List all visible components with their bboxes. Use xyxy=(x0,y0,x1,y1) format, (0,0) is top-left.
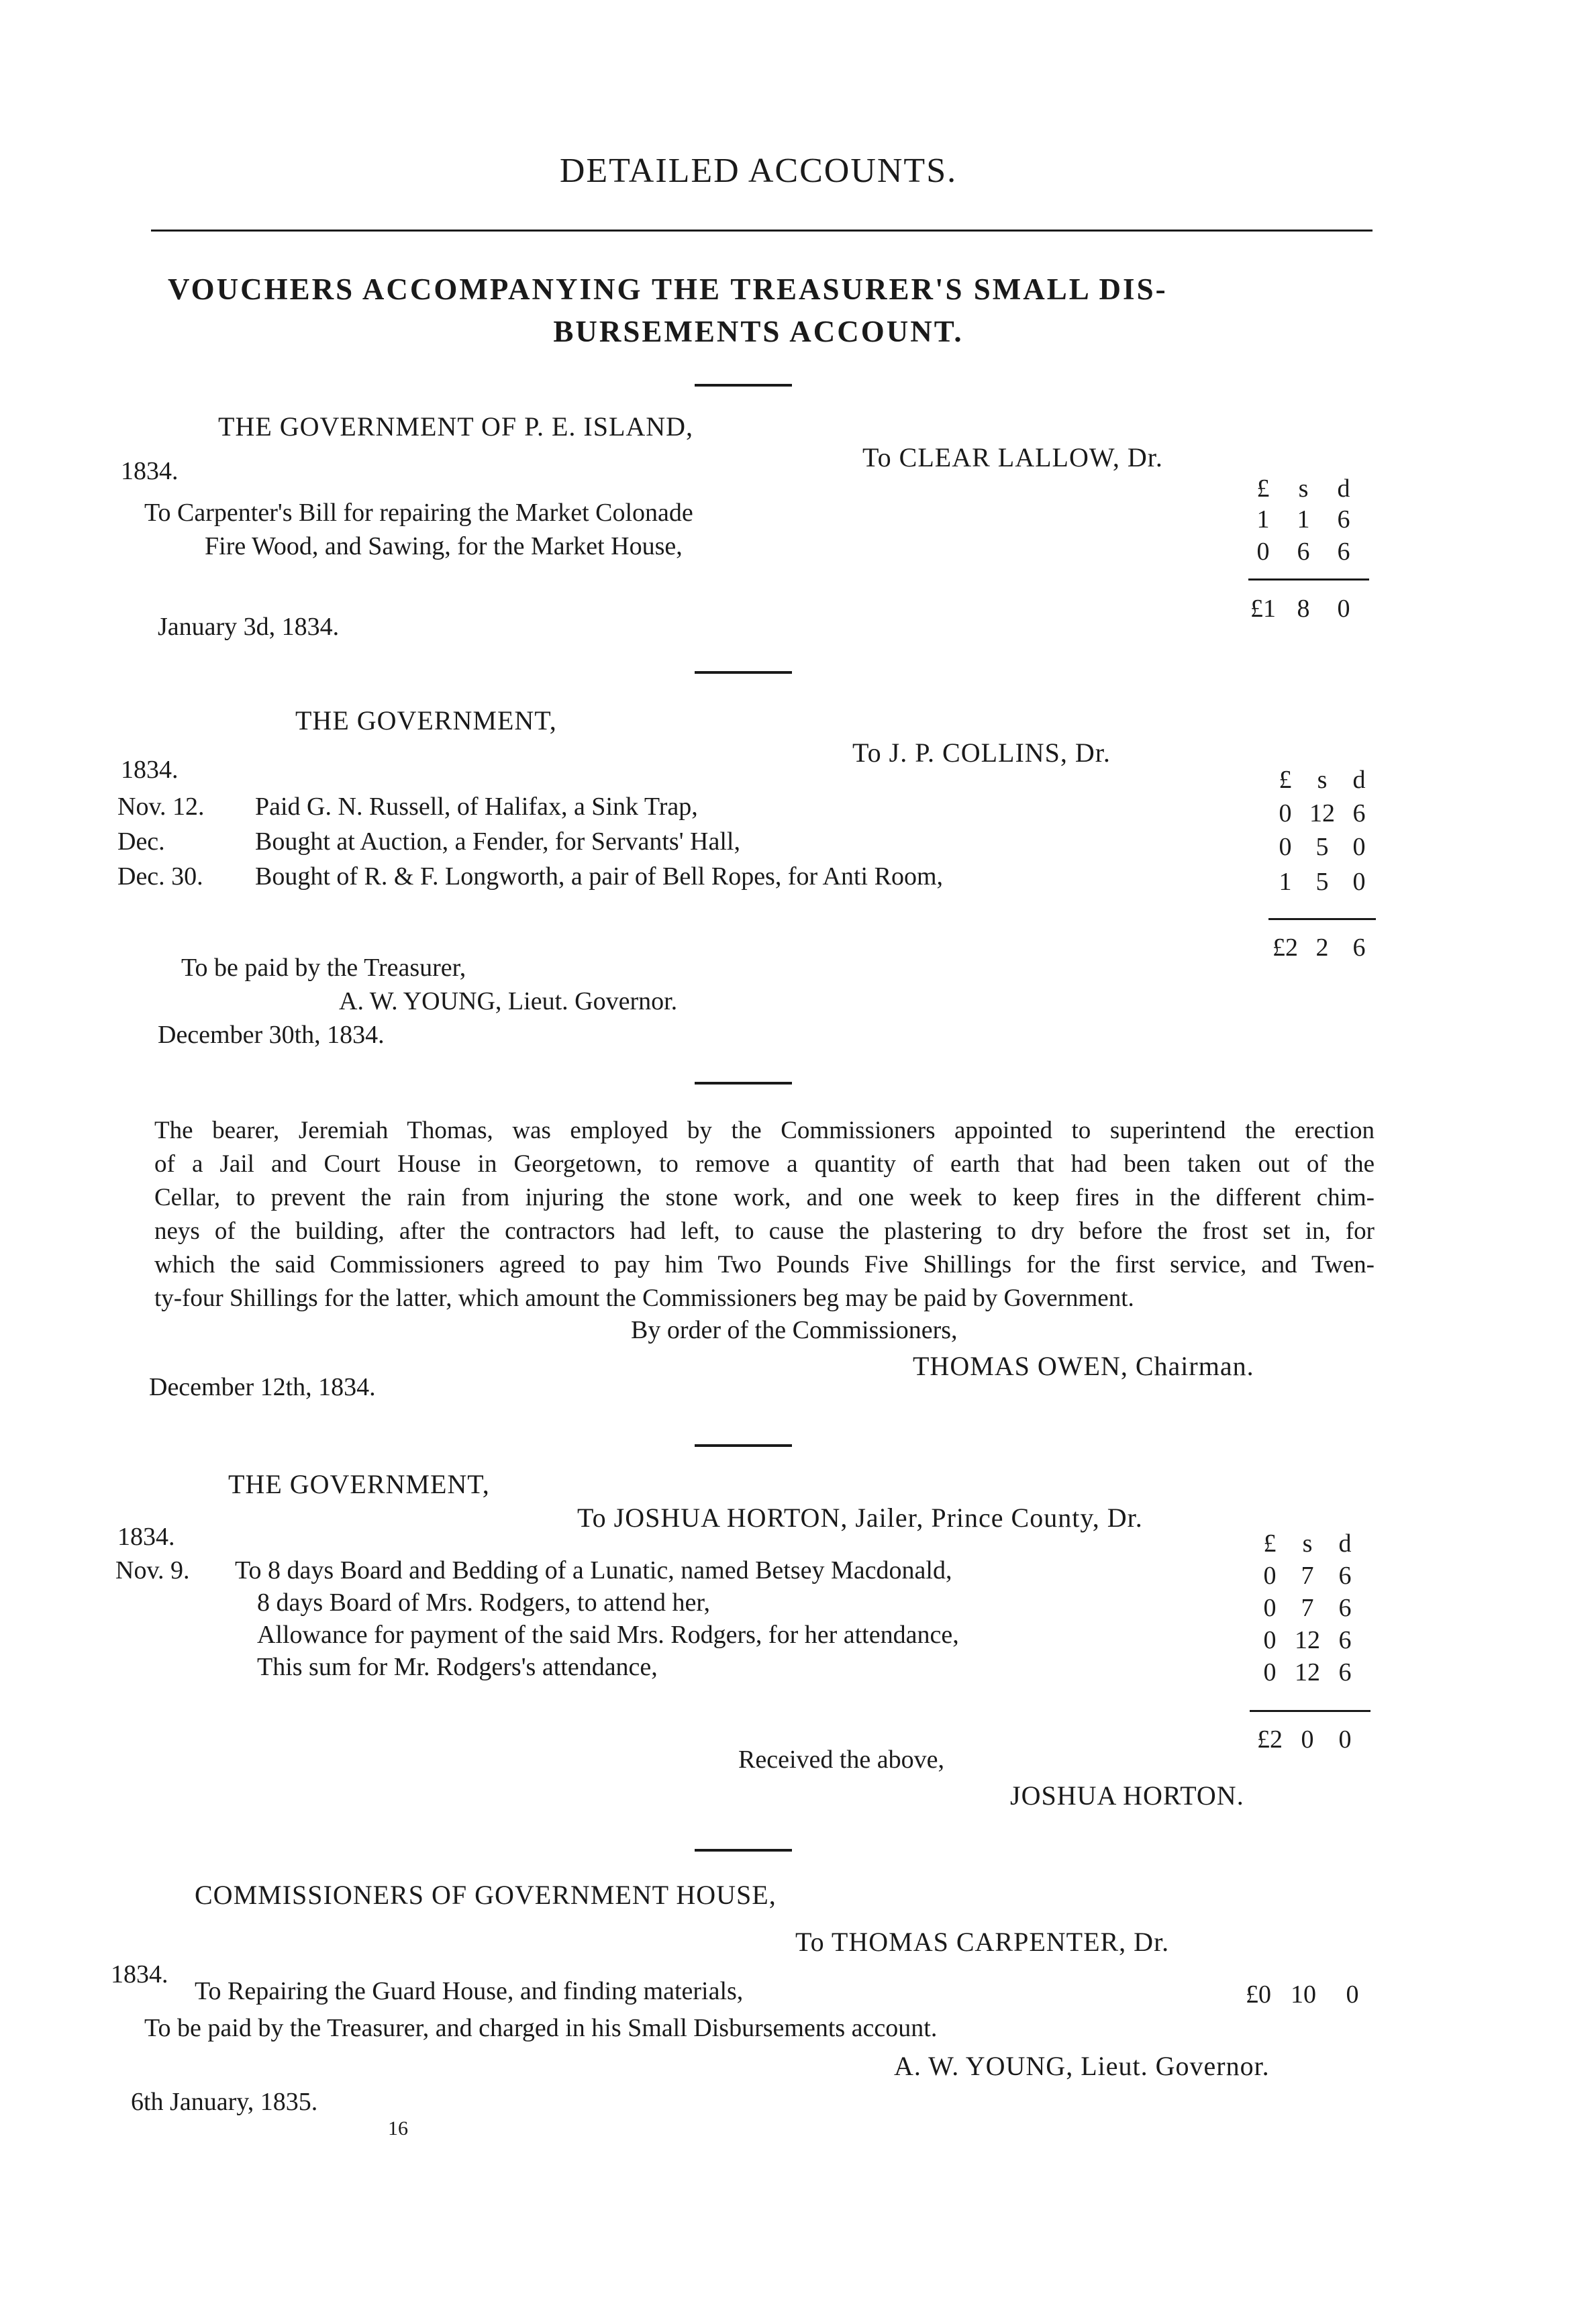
total-pence: 6 xyxy=(1352,934,1366,962)
voucher-payee: To THOMAS CARPENTER, Dr. xyxy=(795,1927,1170,1957)
item-text: This sum for Mr. Rodgers's attendance, xyxy=(257,1653,658,1681)
separator xyxy=(695,671,792,674)
voucher-payee: To CLEAR LALLOW, Dr. xyxy=(862,442,1163,472)
item-text: Bought of R. & F. Longworth, a pair of Bell Ropes, for Anti Room, xyxy=(255,862,944,891)
item-pence: 6 xyxy=(1337,538,1350,566)
item-pence: 6 xyxy=(1338,1658,1352,1686)
voucher-year: 1834. xyxy=(111,1960,168,1988)
title-rule xyxy=(151,230,1373,232)
item-text: Allowance for payment of the said Mrs. Rodgers, for her attendance, xyxy=(257,1621,959,1649)
voucher-date: January 3d, 1834. xyxy=(158,613,340,641)
item-shillings: 12 xyxy=(1295,1626,1320,1654)
item-text: To Repairing the Guard House, and finding materials, xyxy=(195,1977,744,2005)
item-shillings: 12 xyxy=(1295,1658,1320,1686)
item-pence: 0 xyxy=(1346,1980,1359,2009)
voucher-year: 1834. xyxy=(117,1523,175,1551)
voucher-payer: THE GOVERNMENT, xyxy=(295,705,557,736)
voucher-instruction: To be paid by the Treasurer, xyxy=(181,954,466,982)
item-text: Paid G. N. Russell, of Halifax, a Sink Trap, xyxy=(255,793,698,821)
page-title: DETAILED ACCOUNTS. xyxy=(559,152,958,190)
voucher-date: December 30th, 1834. xyxy=(158,1021,385,1049)
voucher-order: By order of the Commissioners, xyxy=(631,1316,958,1344)
voucher-payer: THE GOVERNMENT OF P. E. ISLAND, xyxy=(218,411,694,442)
voucher-signer: A. W. YOUNG, Lieut. Governor. xyxy=(339,987,678,1015)
total-rule xyxy=(1248,578,1369,581)
item-text: Bought at Auction, a Fender, for Servants' Hall, xyxy=(255,827,740,856)
item-date: Dec. xyxy=(117,827,165,856)
total-shillings: 8 xyxy=(1297,595,1310,623)
pounds-header: £ xyxy=(1263,1529,1277,1558)
paragraph-line: which the said Commissioners agreed to pay him Two Pounds Five Shillings for the first service, and Twen- xyxy=(154,1251,1375,1278)
voucher-signer: THOMAS OWEN, Chairman. xyxy=(913,1351,1254,1381)
total-pence: 0 xyxy=(1337,595,1350,623)
subtitle-line-1: VOUCHERS ACCOMPANYING THE TREASURER'S SMALL DIS- xyxy=(168,272,1168,306)
item-date: Nov. 12. xyxy=(117,793,205,821)
separator xyxy=(695,1082,792,1085)
separator xyxy=(695,1444,792,1447)
voucher-year: 1834. xyxy=(121,756,179,784)
paragraph-line: neys of the building, after the contractors had left, to cause the plastering to dry before the frost set in, for xyxy=(154,1217,1375,1245)
separator xyxy=(695,1849,792,1852)
pounds-header: £ xyxy=(1256,474,1270,503)
voucher-payee: To J. P. COLLINS, Dr. xyxy=(852,738,1111,768)
pence-header: d xyxy=(1338,1529,1352,1558)
shillings-header: s xyxy=(1317,766,1328,794)
voucher-date: 6th January, 1835. xyxy=(131,2088,318,2116)
shillings-header: s xyxy=(1302,1529,1313,1558)
pence-header: d xyxy=(1352,766,1366,794)
item-pounds: £0 xyxy=(1246,1980,1271,2009)
voucher-payer: COMMISSIONERS OF GOVERNMENT HOUSE, xyxy=(195,1880,777,1910)
page-number: 16 xyxy=(388,2117,408,2139)
total-shillings: 0 xyxy=(1301,1725,1314,1754)
item-text: To 8 days Board and Bedding of a Lunatic, named Betsey Macdonald, xyxy=(235,1556,952,1584)
voucher-date: December 12th, 1834. xyxy=(149,1373,376,1401)
item-shillings: 10 xyxy=(1291,1980,1316,2009)
voucher-received: Received the above, xyxy=(738,1746,945,1774)
item-text: Fire Wood, and Sawing, for the Market House, xyxy=(205,532,683,560)
item-pounds: 0 xyxy=(1279,833,1292,861)
item-shillings: 1 xyxy=(1297,505,1310,534)
item-pounds: 1 xyxy=(1256,505,1270,534)
item-shillings: 6 xyxy=(1297,538,1310,566)
item-text: To Carpenter's Bill for repairing the Market Colonade xyxy=(144,499,693,527)
item-pence: 6 xyxy=(1337,505,1350,534)
voucher-signer: A. W. YOUNG, Lieut. Governor. xyxy=(894,2051,1270,2081)
item-shillings: 12 xyxy=(1309,799,1335,827)
voucher-paragraph xyxy=(154,1114,1375,1315)
item-pence: 6 xyxy=(1338,1626,1352,1654)
item-shillings: 5 xyxy=(1315,833,1329,861)
voucher-instruction: To be paid by the Treasurer, and charged in his Small Disbursements account. xyxy=(144,2014,938,2042)
item-pence: 6 xyxy=(1352,799,1366,827)
total-pounds: £2 xyxy=(1257,1725,1283,1754)
paragraph-line: The bearer, Jeremiah Thomas, was employed by the Commissioners appointed to superintend the erection xyxy=(154,1117,1375,1144)
item-pounds: 0 xyxy=(1279,799,1292,827)
item-pounds: 0 xyxy=(1263,1562,1277,1590)
item-pounds: 0 xyxy=(1256,538,1270,566)
item-date: Dec. 30. xyxy=(117,862,203,891)
total-pounds: £1 xyxy=(1250,595,1276,623)
item-pence: 0 xyxy=(1352,833,1366,861)
voucher-payee: To JOSHUA HORTON, Jailer, Prince County, Dr. xyxy=(577,1503,1143,1533)
subtitle-line-2: BURSEMENTS ACCOUNT. xyxy=(553,315,964,348)
voucher-year: 1834. xyxy=(121,457,179,485)
paragraph-line: Cellar, to prevent the rain from injuring the stone work, and one week to keep fires in the different chim- xyxy=(154,1184,1375,1211)
paragraph-line: of a Jail and Court House in Georgetown, to remove a quantity of earth that had been taken out of the xyxy=(154,1150,1375,1178)
item-pounds: 1 xyxy=(1279,868,1292,896)
pence-header: d xyxy=(1337,474,1350,503)
item-pounds: 0 xyxy=(1263,1658,1277,1686)
voucher-signer: JOSHUA HORTON. xyxy=(1010,1780,1244,1811)
total-shillings: 2 xyxy=(1315,934,1329,962)
total-rule xyxy=(1268,918,1376,920)
item-pence: 0 xyxy=(1352,868,1366,896)
paragraph-line: ty-four Shillings for the latter, which amount the Commissioners beg may be paid by Government. xyxy=(154,1284,1134,1312)
item-pounds: 0 xyxy=(1263,1626,1277,1654)
total-pence: 0 xyxy=(1338,1725,1352,1754)
total-rule xyxy=(1250,1710,1370,1712)
item-shillings: 5 xyxy=(1315,868,1329,896)
total-pounds: £2 xyxy=(1273,934,1298,962)
item-pence: 6 xyxy=(1338,1594,1352,1622)
item-date: Nov. 9. xyxy=(115,1556,190,1584)
shillings-header: s xyxy=(1298,474,1309,503)
pounds-header: £ xyxy=(1279,766,1292,794)
separator xyxy=(695,384,792,387)
item-pounds: 0 xyxy=(1263,1594,1277,1622)
item-shillings: 7 xyxy=(1301,1594,1314,1622)
item-shillings: 7 xyxy=(1301,1562,1314,1590)
item-text: 8 days Board of Mrs. Rodgers, to attend her, xyxy=(257,1589,710,1617)
item-pence: 6 xyxy=(1338,1562,1352,1590)
voucher-payer: THE GOVERNMENT, xyxy=(228,1469,490,1499)
